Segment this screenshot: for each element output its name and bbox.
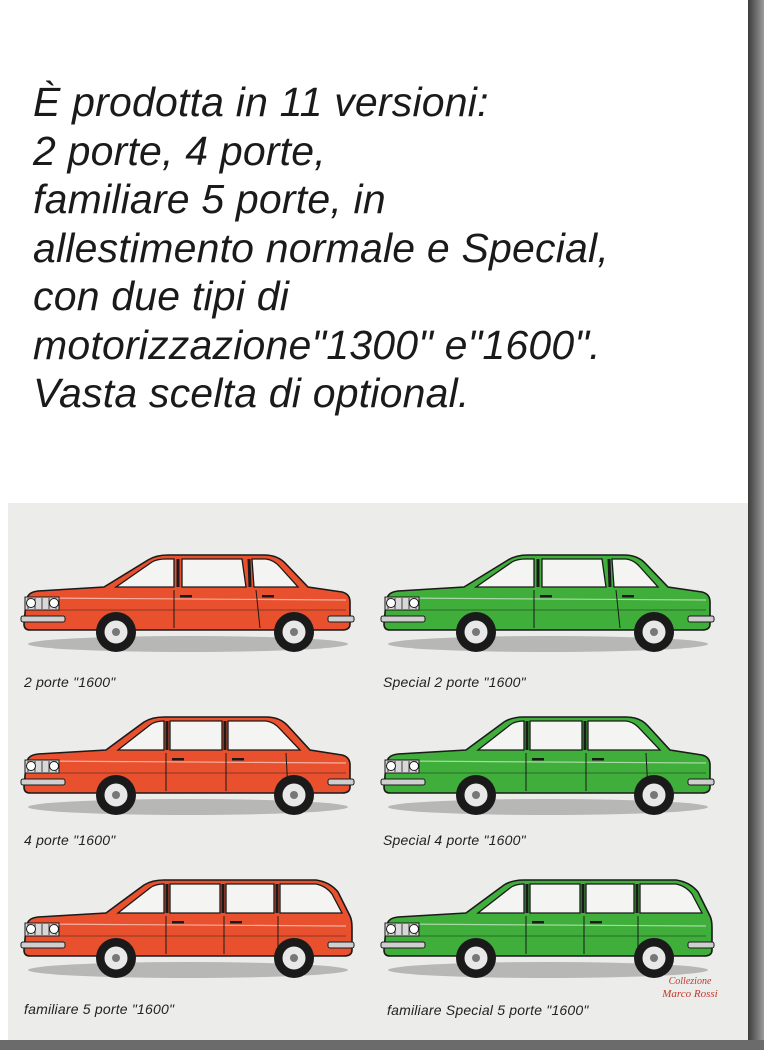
rear-bumper — [328, 942, 354, 948]
wheel-cap — [290, 791, 298, 799]
window-glass — [182, 559, 246, 587]
window-glass — [226, 884, 274, 913]
caption-familiare-5-porte: familiare 5 porte "1600" — [24, 1001, 175, 1017]
headline-line: Vasta scelta di optional. — [33, 370, 470, 416]
window-glass — [586, 884, 634, 913]
door-handle — [540, 595, 552, 598]
door-handle — [172, 758, 184, 761]
headlight — [410, 762, 419, 771]
wheel-cap — [290, 628, 298, 636]
car-illustration — [16, 540, 356, 660]
car-2-porte — [16, 540, 356, 660]
wheel-cap — [112, 628, 120, 636]
front-bumper — [21, 779, 65, 785]
door-handle — [230, 921, 242, 924]
front-bumper — [21, 942, 65, 948]
wheel-cap — [472, 791, 480, 799]
headlight — [27, 762, 36, 771]
car-illustration — [16, 866, 356, 986]
door-handle — [172, 921, 184, 924]
caption-4-porte: 4 porte "1600" — [24, 832, 116, 848]
watermark-line1: Collezione — [668, 976, 712, 987]
wheel-cap — [472, 954, 480, 962]
headlight — [50, 599, 59, 608]
rear-bumper — [328, 616, 354, 622]
door-handle — [532, 758, 544, 761]
headline-line: con due tipi di — [33, 273, 290, 319]
headline-line: allestimento normale e Special, — [33, 224, 609, 271]
headline-line: familiare 5 porte, in — [33, 176, 386, 222]
headlight — [50, 762, 59, 771]
window-glass — [530, 721, 582, 750]
headline-line: motorizzazione"1300" e"1600". — [33, 321, 601, 368]
rear-bumper — [328, 779, 354, 785]
door-handle — [590, 921, 602, 924]
rear-bumper — [688, 942, 714, 948]
wheel-cap — [112, 791, 120, 799]
collection-watermark — [648, 976, 732, 1000]
window-glass — [530, 884, 580, 913]
rear-bumper — [688, 616, 714, 622]
page-edge-shadow — [748, 0, 764, 1050]
headlight — [387, 925, 396, 934]
door-handle — [180, 595, 192, 598]
car-illustration — [16, 703, 356, 823]
wheel-cap — [650, 954, 658, 962]
headlight — [27, 925, 36, 934]
door-handle — [232, 758, 244, 761]
car-illustration — [376, 703, 716, 823]
caption-special-2-porte: Special 2 porte "1600" — [383, 674, 526, 690]
headlight — [27, 599, 36, 608]
wheel-cap — [112, 954, 120, 962]
car-familiare-special-5-porte — [376, 866, 716, 986]
wheel-cap — [290, 954, 298, 962]
headlight — [50, 925, 59, 934]
caption-special-4-porte: Special 4 porte "1600" — [383, 832, 526, 848]
car-familiare-5-porte — [16, 866, 356, 986]
wheel-cap — [650, 628, 658, 636]
car-illustration — [376, 866, 716, 986]
caption-2-porte: 2 porte "1600" — [24, 674, 116, 690]
caption-familiare-special-5-porte: familiare Special 5 porte "1600" — [387, 1002, 589, 1018]
headlight — [387, 762, 396, 771]
headline-line: 2 porte, 4 porte, — [33, 127, 326, 174]
rear-bumper — [688, 779, 714, 785]
window-glass — [170, 721, 222, 750]
car-special-2-porte — [376, 540, 716, 660]
headlight — [410, 599, 419, 608]
car-special-4-porte — [376, 703, 716, 823]
front-bumper — [381, 616, 425, 622]
window-pillar — [249, 559, 250, 587]
door-handle — [622, 595, 634, 598]
door-handle — [592, 758, 604, 761]
headline — [33, 78, 733, 418]
front-bumper — [381, 942, 425, 948]
door-handle — [532, 921, 544, 924]
watermark-line2: Marco Rossi — [662, 988, 718, 1000]
front-bumper — [21, 616, 65, 622]
window-glass — [170, 884, 220, 913]
headlight — [387, 599, 396, 608]
door-handle — [262, 595, 274, 598]
page-bottom-edge — [0, 1040, 764, 1050]
window-glass — [542, 559, 606, 587]
wheel-cap — [472, 628, 480, 636]
headline-line: È prodotta in 11 versioni: — [33, 79, 489, 125]
front-bumper — [381, 779, 425, 785]
car-4-porte — [16, 703, 356, 823]
headlight — [410, 925, 419, 934]
wheel-cap — [650, 791, 658, 799]
car-illustration — [376, 540, 716, 660]
window-pillar — [609, 559, 610, 587]
